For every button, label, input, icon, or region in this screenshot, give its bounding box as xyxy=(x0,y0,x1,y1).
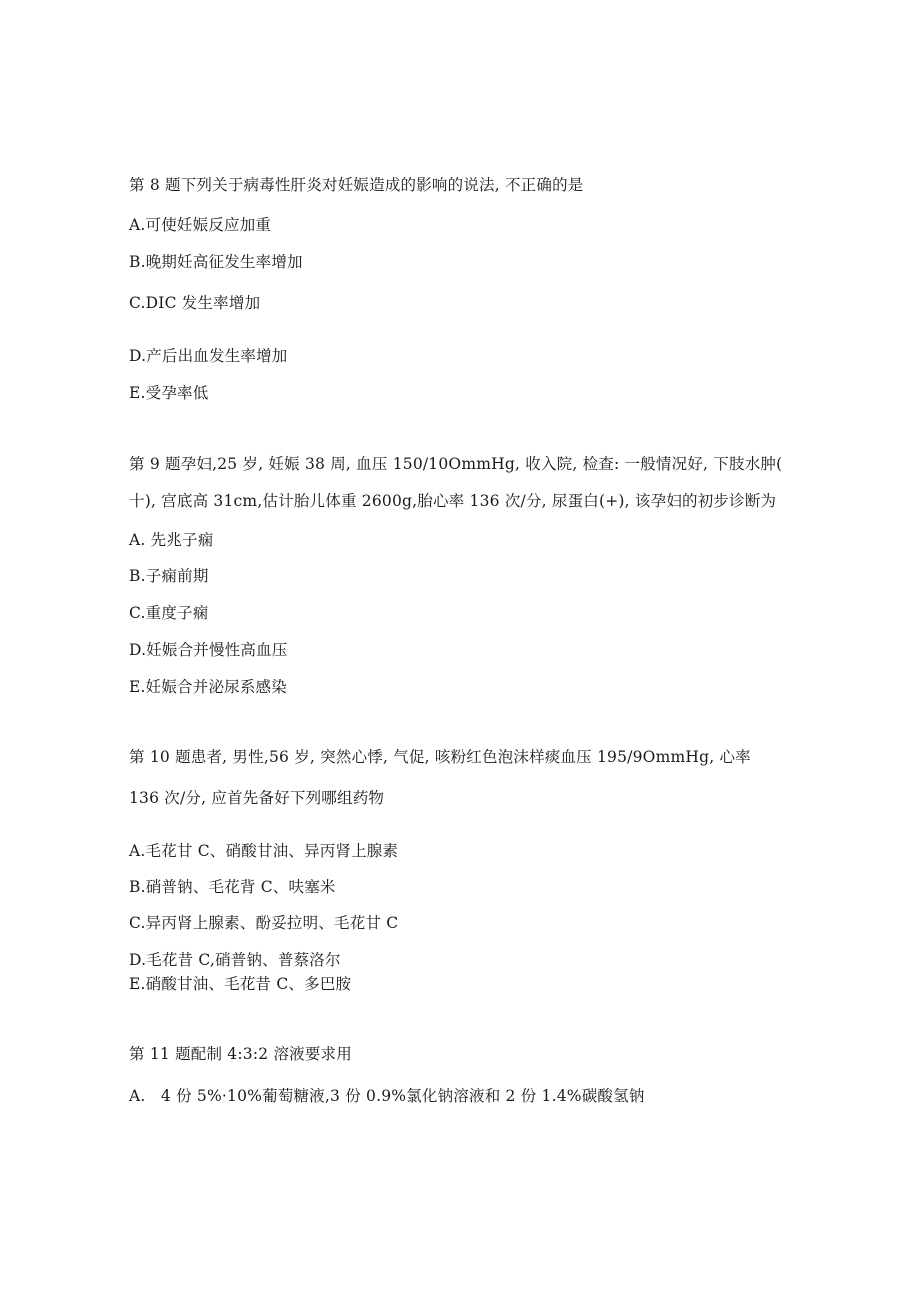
option-c: C.重度子痫 xyxy=(129,604,209,622)
option-e: E.妊娠合并泌尿系感染 xyxy=(129,678,287,696)
option-a: A.可使妊娠反应加重 xyxy=(129,216,272,234)
option-c: C.异丙肾上腺素、酚妥拉明、毛花甘 C xyxy=(129,914,399,932)
option-a: A. 4 份 5%·10%葡萄糖液,3 份 0.9%氯化钠溶液和 2 份 1.4%碳酸氢钠 xyxy=(129,1087,645,1105)
option-d: D.妊娠合并慢性高血压 xyxy=(129,641,288,659)
question-stem: 第 10 题患者, 男性,56 岁, 突然心悸, 气促, 咳粉红色泡沫样痰血压 195/9OmmHg, 心率 xyxy=(129,748,751,766)
option-d: D.毛花昔 C,硝普钠、普蔡洛尔 xyxy=(129,951,341,969)
question-stem-continued: 136 次/分, 应首先备好下列哪组药物 xyxy=(129,789,385,807)
option-b: B.硝普钠、毛花背 C、呋塞米 xyxy=(129,878,336,896)
option-e: E.硝酸甘油、毛花昔 C、多巴胺 xyxy=(129,975,352,993)
option-b: B.晚期妊高征发生率增加 xyxy=(129,253,303,271)
question-stem: 第 8 题下列关于病毒性肝炎对妊娠造成的影响的说法, 不正确的是 xyxy=(129,176,584,194)
question-stem: 第 9 题孕妇,25 岁, 妊娠 38 周, 血压 150/10OmmHg, 收入院, 检查: 一般情况好, 下肢水肿( xyxy=(129,455,783,473)
option-d: D.产后出血发生率增加 xyxy=(129,347,288,365)
question-stem: 第 11 题配制 4:3:2 溶液要求用 xyxy=(129,1045,352,1063)
option-c: C.DIC 发生率增加 xyxy=(129,294,261,312)
option-a: A. 先兆子痫 xyxy=(129,531,214,549)
option-b: B.子痫前期 xyxy=(129,567,209,585)
question-stem-continued: 十), 宫底高 31cm,估计胎儿体重 2600g,胎心率 136 次/分, 尿蛋白(+), 该孕妇的初步诊断为 xyxy=(129,492,777,510)
option-e: E.受孕率低 xyxy=(129,384,209,402)
option-a: A.毛花甘 C、硝酸甘油、异丙肾上腺素 xyxy=(129,842,399,860)
